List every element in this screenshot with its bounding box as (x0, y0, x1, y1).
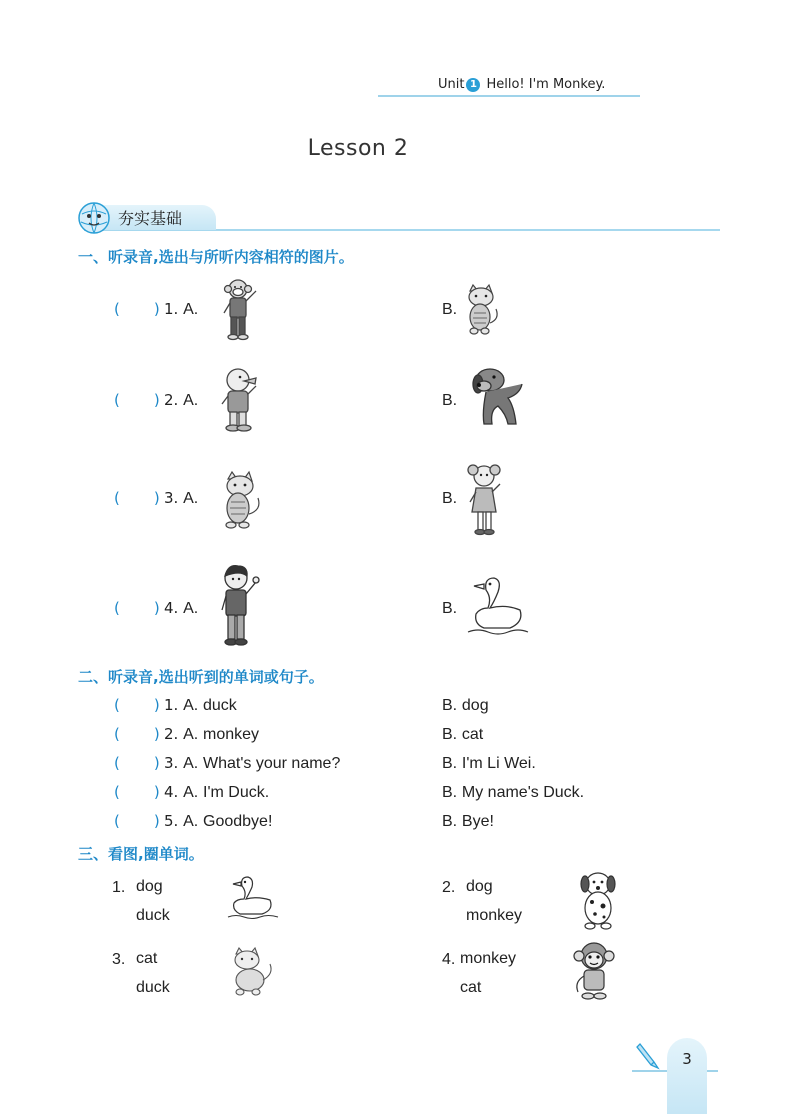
part3-item-4-word1[interactable]: monkey (460, 950, 517, 967)
part1-item-3-b: B. (442, 490, 458, 507)
part1-item-3: ( ) 3. A. (114, 489, 199, 507)
part3-item-2-num: 2. (442, 879, 456, 896)
part3-item-4-num: 4. (442, 951, 456, 968)
part2-item-4: ( ) 4. A. I'm Duck. (114, 783, 270, 801)
part2-item-5-b: B. Bye! (442, 813, 494, 830)
part2-item-3: ( ) 3. A. What's your name? (114, 754, 341, 772)
answer-blank[interactable]: ( ) (114, 391, 160, 409)
part2-item-4-b: B. My name's Duck. (442, 784, 585, 801)
running-header (438, 77, 605, 92)
answer-blank[interactable]: ( ) (114, 812, 160, 830)
answer-blank[interactable]: ( ) (114, 783, 160, 801)
part1-item-2: ( ) 2. A. (114, 391, 199, 409)
answer-blank[interactable]: ( ) (114, 300, 160, 318)
part3-item-3-num: 3. (112, 951, 126, 968)
part2-item-2: ( ) 2. A. monkey (114, 725, 260, 743)
part3-item-2-word2[interactable]: monkey (466, 907, 523, 924)
answer-blank[interactable]: ( ) (114, 725, 160, 743)
part3-item-1-word1[interactable]: dog (136, 878, 163, 895)
answer-blank[interactable]: ( ) (114, 696, 160, 714)
girl-illustration (464, 462, 506, 540)
unit-title: Hello! I'm Monkey. (486, 77, 606, 92)
duck-illustration (466, 574, 532, 640)
section-banner-label: 夯实基础 (118, 209, 183, 228)
answer-blank[interactable]: ( ) (114, 489, 160, 507)
part2-item-2-b: B. cat (442, 726, 484, 743)
part3-item-2-word1[interactable]: dog (466, 878, 493, 895)
page-number: 3 (682, 1050, 692, 1068)
globe-mascot-icon (74, 198, 114, 238)
part1-item-4: ( ) 4. A. (114, 599, 199, 617)
part3-item-1-word2[interactable]: duck (136, 907, 170, 924)
part2-item-3-b: B. I'm Li Wei. (442, 755, 536, 772)
part1-title: 一、听录音,选出与所听内容相符的图片。 (78, 248, 354, 266)
part3-item-4-word2[interactable]: cat (460, 979, 482, 996)
part3-item-3-word2[interactable]: duck (136, 979, 170, 996)
part2-title: 二、听录音,选出听到的单词或句子。 (78, 668, 324, 686)
part1-item-4-b: B. (442, 600, 458, 617)
duck-character-illustration (218, 366, 262, 434)
part2-item-5: ( ) 5. A. Goodbye! (114, 812, 273, 830)
cat-illustration (226, 946, 276, 998)
part1-item-1: ( ) 1. A. (114, 300, 199, 318)
part3-title: 三、看图,圈单词。 (78, 845, 204, 863)
part2-item-1: ( ) 1. A. duck (114, 696, 237, 714)
monkey-boy-illustration (218, 277, 262, 341)
part3-item-1-num: 1. (112, 879, 126, 896)
cat-illustration (218, 470, 264, 532)
cat-illustration (460, 283, 502, 337)
part1-item-2-b: B. (442, 392, 458, 409)
part1-item-1-b: B. (442, 301, 458, 318)
unit-number-badge: 1 (466, 78, 480, 92)
lesson-title: Lesson 2 (307, 136, 409, 161)
pencil-icon (636, 1040, 662, 1070)
monkey-illustration (570, 940, 618, 1004)
answer-blank[interactable]: ( ) (114, 599, 160, 617)
duck-illustration (226, 874, 282, 922)
answer-blank[interactable]: ( ) (114, 754, 160, 772)
part2-item-1-b: B. dog (442, 697, 489, 714)
dog-illustration (574, 870, 622, 932)
dog-illustration (468, 366, 526, 432)
boy-illustration (216, 562, 262, 652)
unit-label: Unit (438, 77, 465, 92)
header-divider (378, 95, 640, 97)
part3-item-3-word1[interactable]: cat (136, 950, 158, 967)
